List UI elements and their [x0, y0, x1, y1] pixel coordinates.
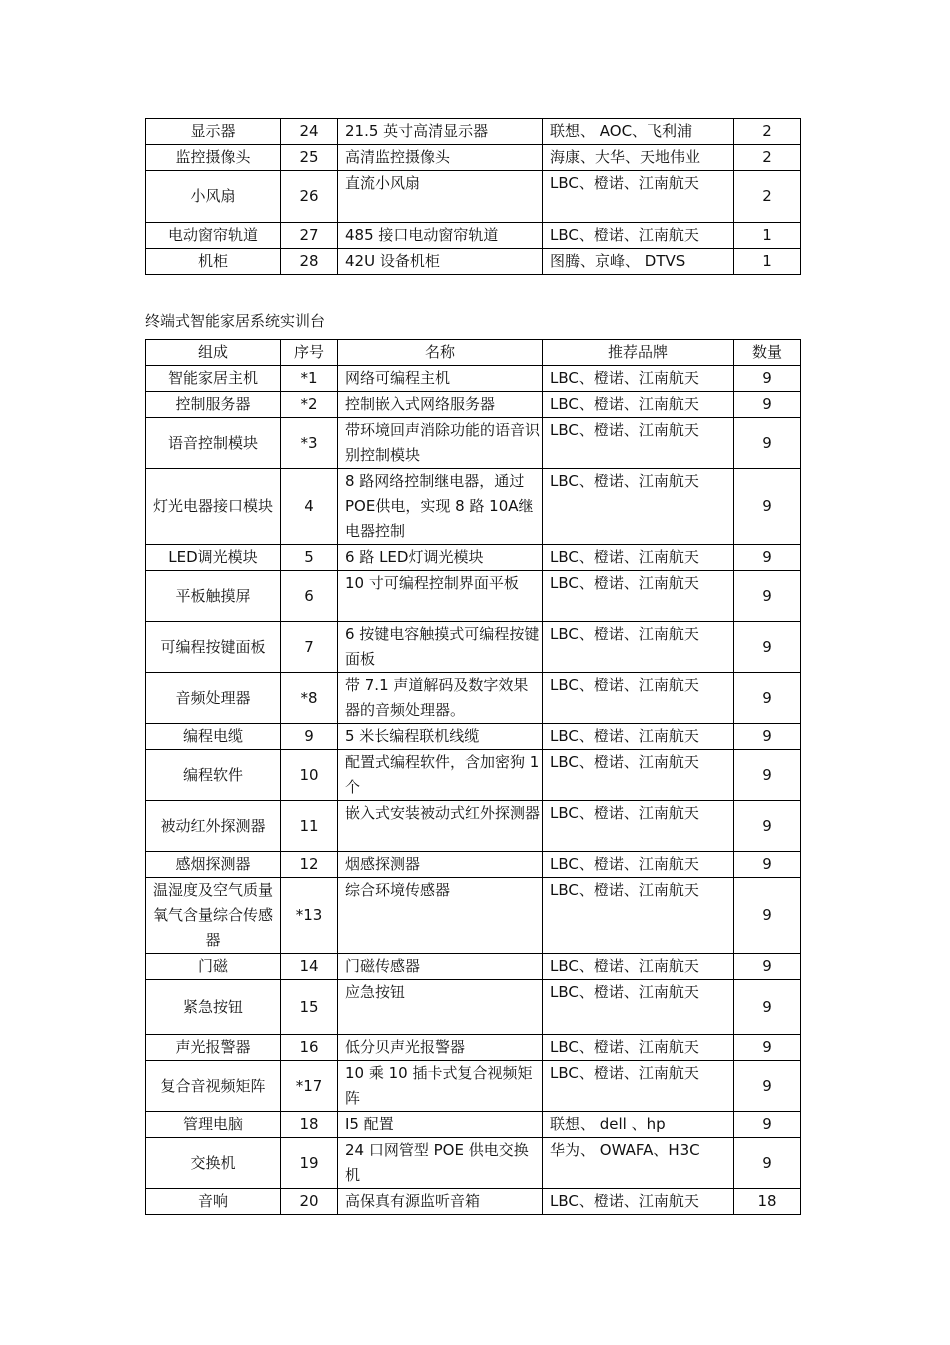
cell-component: 声光报警器 [146, 1035, 281, 1061]
cell-brand: 联想、 AOC、飞利浦 [543, 119, 734, 145]
cell-qty: 9 [734, 750, 801, 801]
cell-name: 综合环境传感器 [338, 878, 543, 954]
training-platform-table [145, 339, 801, 1215]
cell-name: 配置式编程软件，含加密狗 1 个 [338, 750, 543, 801]
cell-name: 高清监控摄像头 [338, 145, 543, 171]
cell-brand: LBC、橙诺、江南航天 [543, 223, 734, 249]
cell-no: 28 [281, 249, 338, 275]
cell-qty: 9 [734, 878, 801, 954]
table-row [146, 1035, 801, 1061]
cell-name: I5 配置 [338, 1112, 543, 1138]
cell-qty: 1 [734, 223, 801, 249]
table-row [146, 145, 801, 171]
cell-brand: LBC、橙诺、江南航天 [543, 469, 734, 545]
cell-qty: 2 [734, 145, 801, 171]
cell-component: 复合音视频矩阵 [146, 1061, 281, 1112]
cell-brand: LBC、橙诺、江南航天 [543, 1189, 734, 1215]
cell-component: 机柜 [146, 249, 281, 275]
cell-qty: 9 [734, 801, 801, 852]
cell-no: 11 [281, 801, 338, 852]
cell-no: 19 [281, 1138, 338, 1189]
cell-no: *13 [281, 878, 338, 954]
cell-name: 带环境回声消除功能的语音识别控制模块 [338, 418, 543, 469]
cell-name: 门磁传感器 [338, 954, 543, 980]
cell-brand: LBC、橙诺、江南航天 [543, 622, 734, 673]
cell-brand: 联想、 dell 、hp [543, 1112, 734, 1138]
table-row [146, 119, 801, 145]
cell-no: 27 [281, 223, 338, 249]
table-row [146, 392, 801, 418]
cell-component: 监控摄像头 [146, 145, 281, 171]
table-row [146, 980, 801, 1035]
cell-name: 6 按键电容触摸式可编程按键面板 [338, 622, 543, 673]
cell-brand: LBC、橙诺、江南航天 [543, 878, 734, 954]
table-row [146, 223, 801, 249]
cell-component: 显示器 [146, 119, 281, 145]
cell-qty: 9 [734, 1138, 801, 1189]
cell-component: 电动窗帘轨道 [146, 223, 281, 249]
cell-component: 编程软件 [146, 750, 281, 801]
table-row [146, 1112, 801, 1138]
table-row [146, 878, 801, 954]
table-row [146, 418, 801, 469]
cell-component: LED调光模块 [146, 545, 281, 571]
cell-qty: 9 [734, 469, 801, 545]
cell-no: *1 [281, 366, 338, 392]
cell-name: 直流小风扇 [338, 171, 543, 223]
header-name: 名称 [338, 340, 543, 366]
cell-name: 烟感探测器 [338, 852, 543, 878]
cell-brand: LBC、橙诺、江南航天 [543, 571, 734, 622]
cell-component: 语音控制模块 [146, 418, 281, 469]
cell-name: 低分贝声光报警器 [338, 1035, 543, 1061]
table-row [146, 545, 801, 571]
cell-name: 8 路网络控制继电器，通过 POE供电，实现 8 路 10A继电器控制 [338, 469, 543, 545]
cell-name: 485 接口电动窗帘轨道 [338, 223, 543, 249]
cell-no: 15 [281, 980, 338, 1035]
cell-component: 交换机 [146, 1138, 281, 1189]
cell-brand: LBC、橙诺、江南航天 [543, 1035, 734, 1061]
cell-no: *17 [281, 1061, 338, 1112]
cell-no: 24 [281, 119, 338, 145]
cell-no: *3 [281, 418, 338, 469]
cell-no: 12 [281, 852, 338, 878]
cell-no: 9 [281, 724, 338, 750]
cell-brand: LBC、橙诺、江南航天 [543, 954, 734, 980]
header-qty: 数量 [734, 340, 801, 366]
cell-brand: LBC、橙诺、江南航天 [543, 750, 734, 801]
cell-component: 平板触摸屏 [146, 571, 281, 622]
cell-no: 4 [281, 469, 338, 545]
cell-component: 音响 [146, 1189, 281, 1215]
cell-qty: 9 [734, 366, 801, 392]
cell-component: 被动红外探测器 [146, 801, 281, 852]
cell-no: 26 [281, 171, 338, 223]
table-row [146, 673, 801, 724]
cell-component: 灯光电器接口模块 [146, 469, 281, 545]
cell-no: 16 [281, 1035, 338, 1061]
cell-no: 7 [281, 622, 338, 673]
cell-component: 智能家居主机 [146, 366, 281, 392]
cell-name: 带 7.1 声道解码及数字效果器的音频处理器。 [338, 673, 543, 724]
cell-qty: 18 [734, 1189, 801, 1215]
cell-name: 高保真有源监听音箱 [338, 1189, 543, 1215]
cell-brand: LBC、橙诺、江南航天 [543, 418, 734, 469]
table-row [146, 724, 801, 750]
cell-qty: 9 [734, 673, 801, 724]
table-row [146, 1138, 801, 1189]
cell-name: 21.5 英寸高清显示器 [338, 119, 543, 145]
cell-name: 嵌入式安装被动式红外探测器 [338, 801, 543, 852]
cell-brand: LBC、橙诺、江南航天 [543, 673, 734, 724]
cell-no: 25 [281, 145, 338, 171]
cell-component: 感烟探测器 [146, 852, 281, 878]
cell-name: 控制嵌入式网络服务器 [338, 392, 543, 418]
cell-name: 6 路 LED灯调光模块 [338, 545, 543, 571]
cell-qty: 1 [734, 249, 801, 275]
cell-component: 管理电脑 [146, 1112, 281, 1138]
cell-brand: LBC、橙诺、江南航天 [543, 801, 734, 852]
cell-brand: 海康、大华、天地伟业 [543, 145, 734, 171]
table-row [146, 954, 801, 980]
cell-no: *8 [281, 673, 338, 724]
cell-brand: LBC、橙诺、江南航天 [543, 392, 734, 418]
cell-no: 18 [281, 1112, 338, 1138]
table-row [146, 750, 801, 801]
cell-qty: 9 [734, 418, 801, 469]
table-row [146, 571, 801, 622]
cell-component: 音频处理器 [146, 673, 281, 724]
cell-no: *2 [281, 392, 338, 418]
cell-name: 网络可编程主机 [338, 366, 543, 392]
cell-qty: 9 [734, 1035, 801, 1061]
cell-qty: 9 [734, 980, 801, 1035]
table-row [146, 1189, 801, 1215]
cell-no: 5 [281, 545, 338, 571]
cell-brand: LBC、橙诺、江南航天 [543, 980, 734, 1035]
table-header-row [146, 340, 801, 366]
cell-component: 紧急按钮 [146, 980, 281, 1035]
header-component: 组成 [146, 340, 281, 366]
cell-name: 24 口网管型 POE 供电交换机 [338, 1138, 543, 1189]
table-row [146, 171, 801, 223]
cell-qty: 9 [734, 852, 801, 878]
cell-brand: LBC、橙诺、江南航天 [543, 545, 734, 571]
cell-name: 10 乘 10 插卡式复合视频矩阵 [338, 1061, 543, 1112]
cell-name: 10 寸可编程控制界面平板 [338, 571, 543, 622]
table-row [146, 801, 801, 852]
cell-no: 6 [281, 571, 338, 622]
equipment-table-continued [145, 118, 801, 275]
cell-no: 14 [281, 954, 338, 980]
cell-component: 可编程按键面板 [146, 622, 281, 673]
cell-qty: 9 [734, 571, 801, 622]
cell-brand: LBC、橙诺、江南航天 [543, 852, 734, 878]
cell-qty: 9 [734, 392, 801, 418]
table-row [146, 249, 801, 275]
cell-component: 门磁 [146, 954, 281, 980]
header-no: 序号 [281, 340, 338, 366]
cell-brand: LBC、橙诺、江南航天 [543, 1061, 734, 1112]
cell-brand: LBC、橙诺、江南航天 [543, 171, 734, 223]
table-row [146, 622, 801, 673]
cell-qty: 2 [734, 171, 801, 223]
cell-qty: 9 [734, 724, 801, 750]
cell-component: 控制服务器 [146, 392, 281, 418]
cell-qty: 9 [734, 1112, 801, 1138]
table-row [146, 366, 801, 392]
cell-component: 小风扇 [146, 171, 281, 223]
section-title: 终端式智能家居系统实训台 [145, 312, 326, 330]
cell-qty: 2 [734, 119, 801, 145]
table-row [146, 852, 801, 878]
cell-qty: 9 [734, 1061, 801, 1112]
cell-no: 20 [281, 1189, 338, 1215]
cell-brand: 图腾、京峰、 DTVS [543, 249, 734, 275]
cell-qty: 9 [734, 954, 801, 980]
cell-brand: LBC、橙诺、江南航天 [543, 724, 734, 750]
cell-component: 温湿度及空气质量氧气含量综合传感器 [146, 878, 281, 954]
header-brand: 推荐品牌 [543, 340, 734, 366]
cell-qty: 9 [734, 545, 801, 571]
cell-name: 应急按钮 [338, 980, 543, 1035]
cell-qty: 9 [734, 622, 801, 673]
cell-brand: 华为、 OWAFA、H3C [543, 1138, 734, 1189]
cell-name: 42U 设备机柜 [338, 249, 543, 275]
table-row [146, 1061, 801, 1112]
cell-no: 10 [281, 750, 338, 801]
cell-brand: LBC、橙诺、江南航天 [543, 366, 734, 392]
table-row [146, 469, 801, 545]
cell-name: 5 米长编程联机线缆 [338, 724, 543, 750]
cell-component: 编程电缆 [146, 724, 281, 750]
